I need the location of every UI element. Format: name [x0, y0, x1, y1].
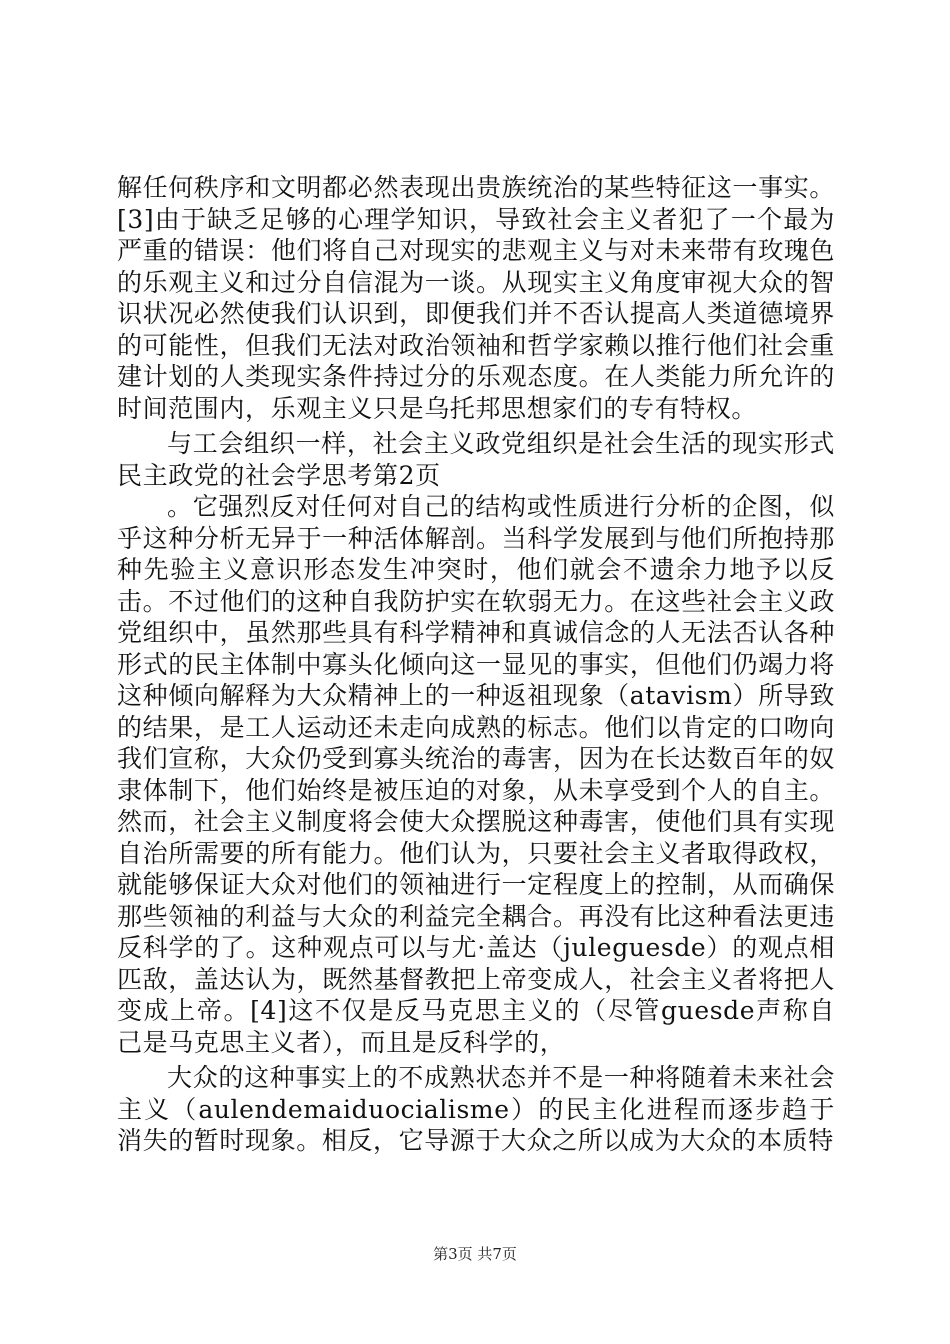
paragraph-2: 与工会组织一样，社会主义政党组织是社会生活的现实形式民主政党的社会学思考第2页	[117, 429, 835, 490]
paragraph-3: 。它强烈反对任何对自己的结构或性质进行分析的企图，似乎这种分析无异于一种活体解剖。当科学发展到与他们所抱持那种先验主义意识形态发生冲突时，他们就会不遗余力地予以反击。不过他们的这种自我防护实在软弱无力。在这些社会主义政党组织中，虽然那些具有科学精神和真诚信念的人无法否认各种形式的民主体制中寡头化倾向这一显见的事实，但他们仍竭力将这种倾向解释为大众精神上的一种返祖现象（atavism）所导致的结果，是工人运动还未走向成熟的标志。他们以肯定的口吻向我们宣称，大众仍受到寡头统治的毒害，因为在长达数百年的奴隶体制下，他们始终是被压迫的对象，从未享受到个人的自主。然而，社会主义制度将会使大众摆脱这种毒害，使他们具有实现自治所需要的所有能力。他们认为，只要社会主义者取得政权，就能够保证大众对他们的领袖进行一定程度上的控制，从而确保那些领袖的利益与大众的利益完全耦合。再没有比这种看法更违反科学的了。这种观点可以与尤·盖达（juleguesde）的观点相匹敌，盖达认为，既然基督教把上帝变成人，社会主义者将把人变成上帝。[4]这不仅是反马克思主义的（尽管guesde声称自己是马克思主义者），而且是反科学的，	[117, 492, 835, 1057]
page-number-footer: 第3页 共7页	[433, 1245, 517, 1263]
body-text	[117, 172, 835, 1157]
paragraph-1: 解任何秩序和文明都必然表现出贵族统治的某些特征这一事实。[3]由于缺乏足够的心理学知识，导致社会主义者犯了一个最为严重的错误：他们将自己对现实的悲观主义与对未来带有玫瑰色的乐观主义和过分自信混为一谈。从现实主义角度审视大众的智识状况必然使我们认识到，即便我们并不否认提高人类道德境界的可能性，但我们无法对政治领袖和哲学家赖以推行他们社会重建计划的人类现实条件持过分的乐观态度。在人类能力所允许的时间范围内，乐观主义只是乌托邦思想家们的专有特权。	[117, 173, 835, 423]
paragraph-4: 大众的这种事实上的不成熟状态并不是一种将随着未来社会主义（aulendemaiduocialisme）的民主化进程而逐步趋于消失的暂时现象。相反，它导源于大众之所以成为大众的本质特	[117, 1063, 835, 1155]
